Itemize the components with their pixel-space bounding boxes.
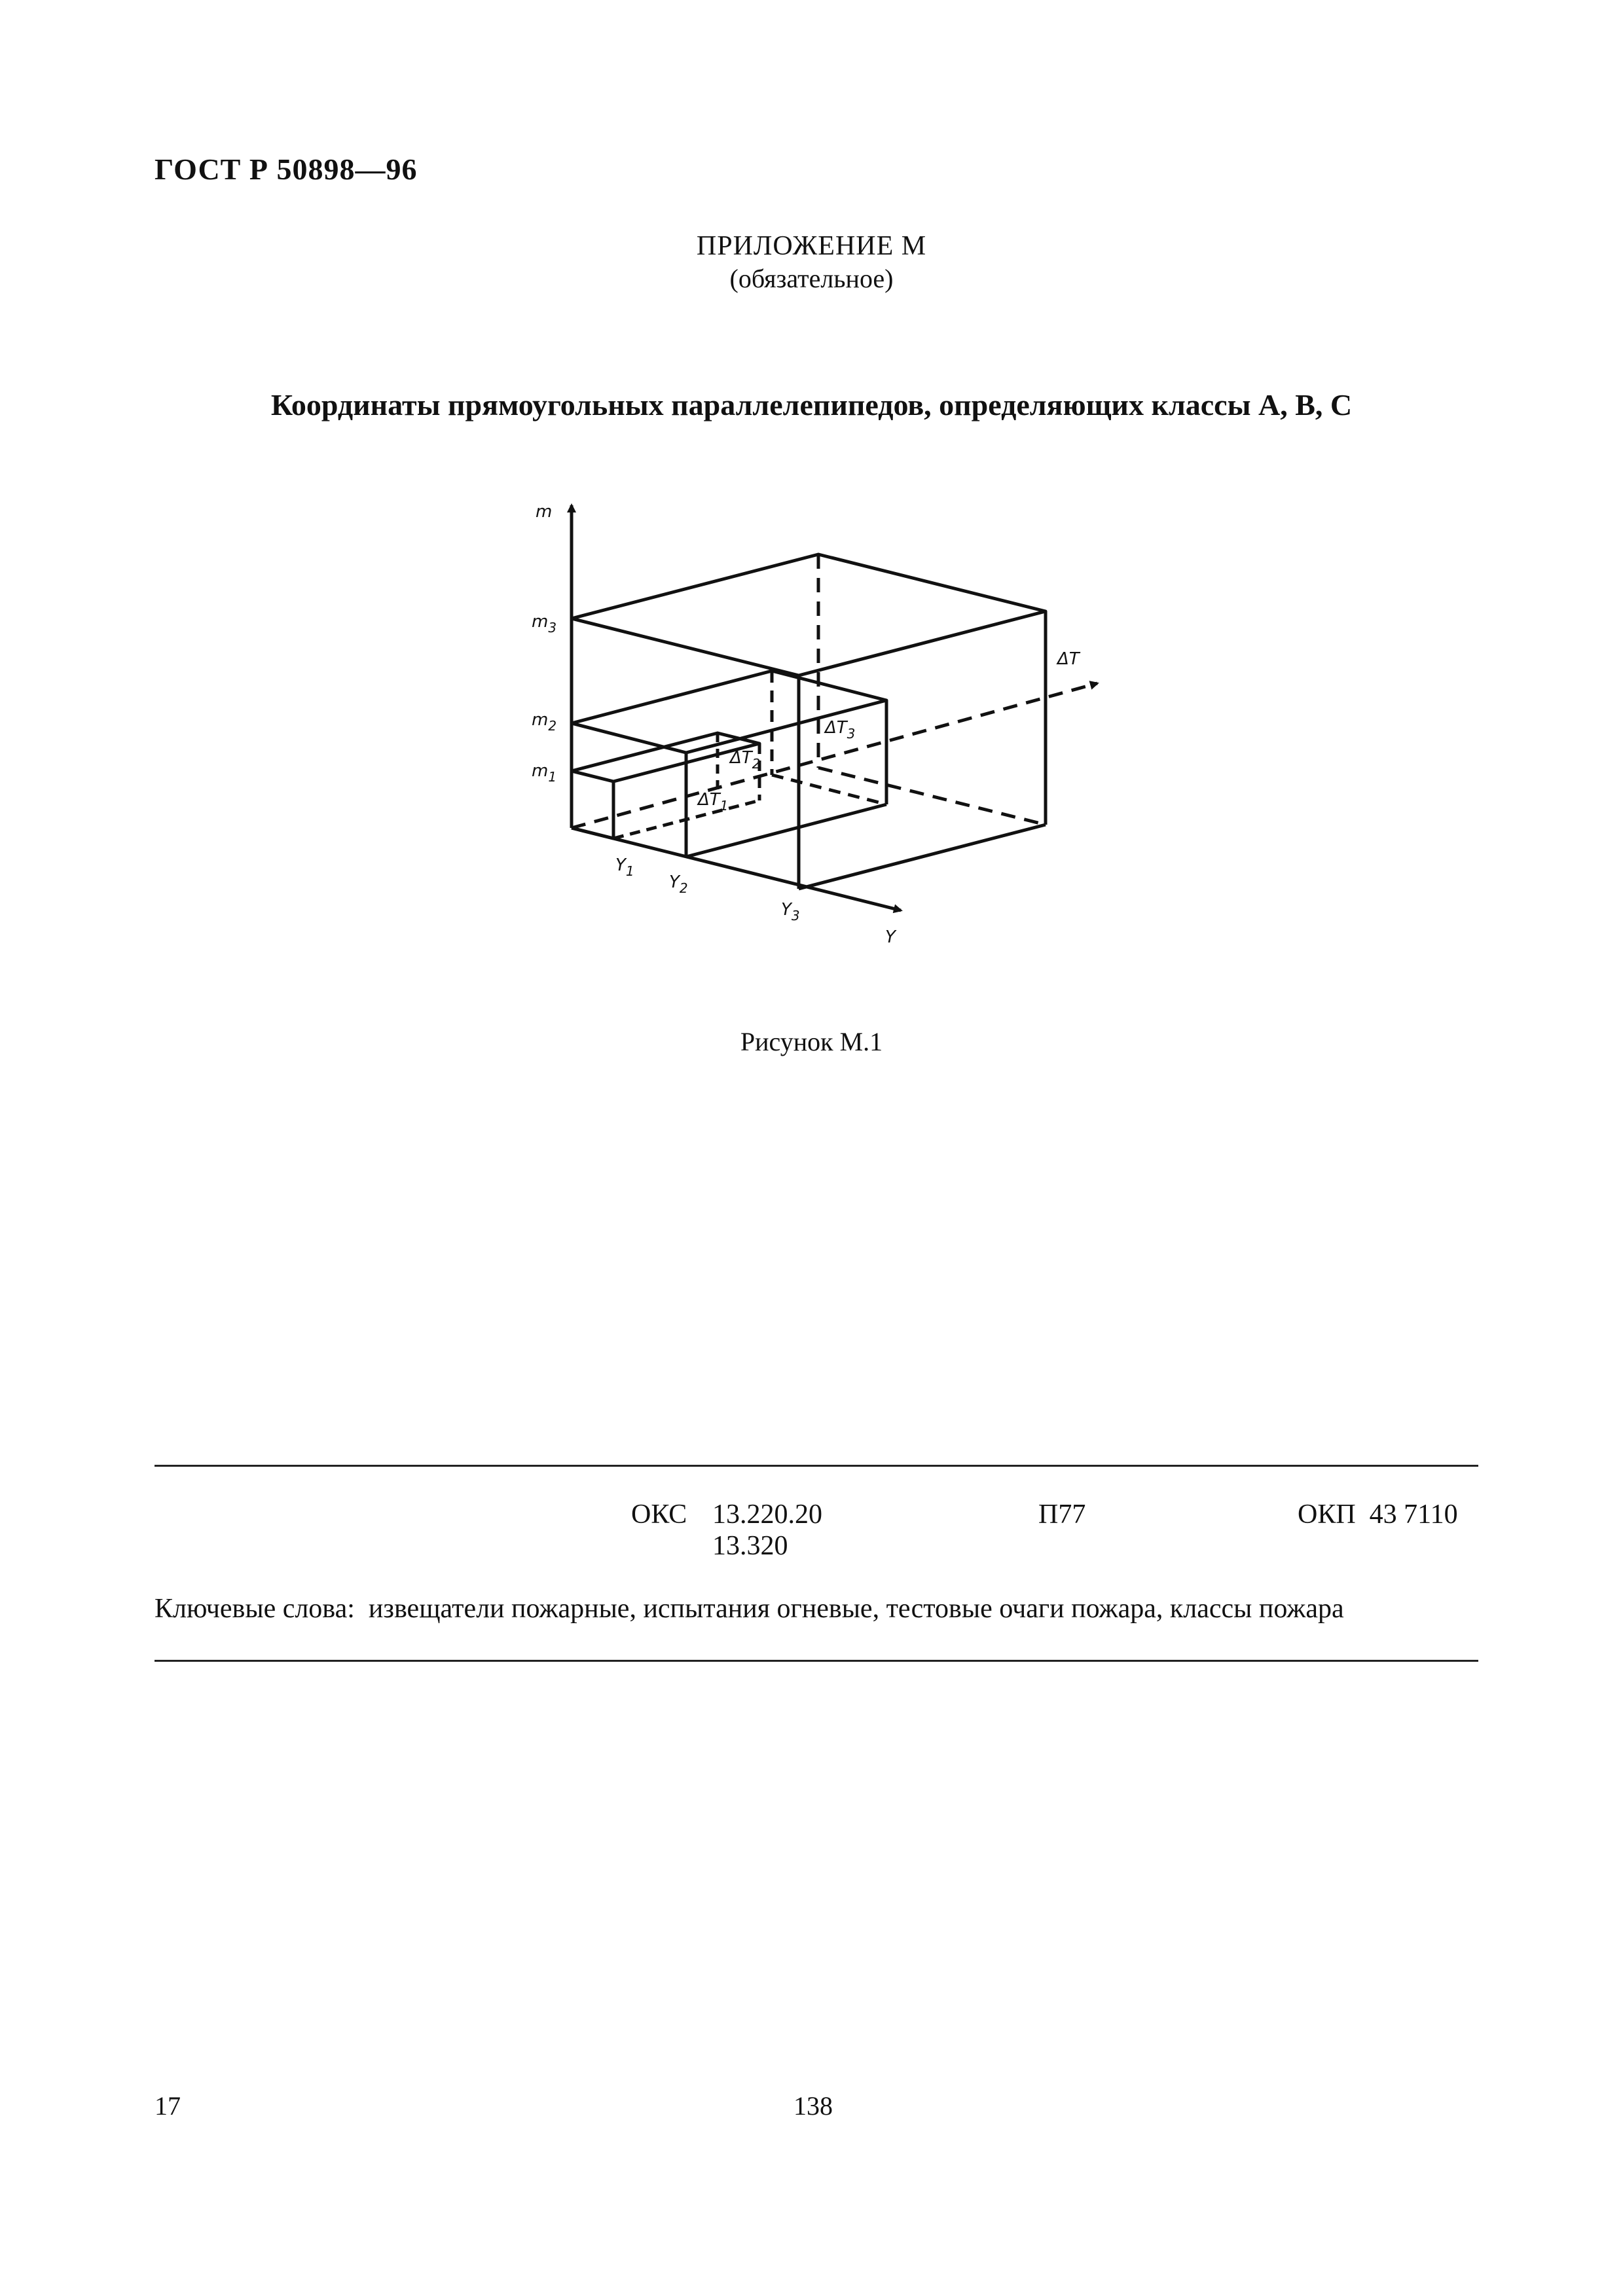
appendix-label: ПРИЛОЖЕНИЕ М xyxy=(696,231,927,261)
standard-code: ГОСТ Р 50898—96 xyxy=(155,152,418,186)
oks-code-1: 13.220.20 xyxy=(712,1499,822,1530)
group-code: П77 xyxy=(1038,1499,1086,1530)
divider-top xyxy=(155,1465,1478,1467)
box-class-b xyxy=(572,671,886,857)
label-delta-t: ΔT xyxy=(1057,649,1080,669)
figure-m1 xyxy=(498,491,1139,962)
dt-axis xyxy=(572,683,1097,828)
appendix-status: (обязательное) xyxy=(729,264,894,293)
label-y: Y xyxy=(885,927,896,947)
oks-label: ОКС xyxy=(631,1499,687,1530)
label-m3: $m_3$ xyxy=(532,612,557,636)
divider-bottom xyxy=(155,1660,1478,1662)
label-m2: $m_2$ xyxy=(532,710,557,734)
keywords: Ключевые слова: извещатели пожарные, испытания огневые, тестовые очаги пожара, классы пожара xyxy=(155,1594,1344,1624)
section-title: Координаты прямоугольных параллелепипедов, определяющих классы А, В, С xyxy=(270,388,1353,422)
label-y1: $Y_1$ xyxy=(615,855,634,879)
oks-code-2: 13.320 xyxy=(712,1531,788,1561)
label-y2: $Y_2$ xyxy=(669,872,688,896)
label-m1: $m_1$ xyxy=(532,761,557,785)
page-number: 138 xyxy=(793,2091,833,2121)
sheet-number: 17 xyxy=(155,2091,181,2121)
label-m: m xyxy=(536,502,553,522)
label-delta-t1: $\Delta T_1$ xyxy=(698,790,729,814)
label-delta-t2: $\Delta T_2$ xyxy=(730,748,761,772)
label-delta-t3: $\Delta T_3$ xyxy=(825,718,856,742)
parallelepiped-diagram xyxy=(498,491,1139,962)
label-y3: $Y_3$ xyxy=(781,900,800,924)
figure-caption: Рисунок М.1 xyxy=(740,1027,883,1056)
okp-code: ОКП 43 7110 xyxy=(1298,1499,1458,1530)
